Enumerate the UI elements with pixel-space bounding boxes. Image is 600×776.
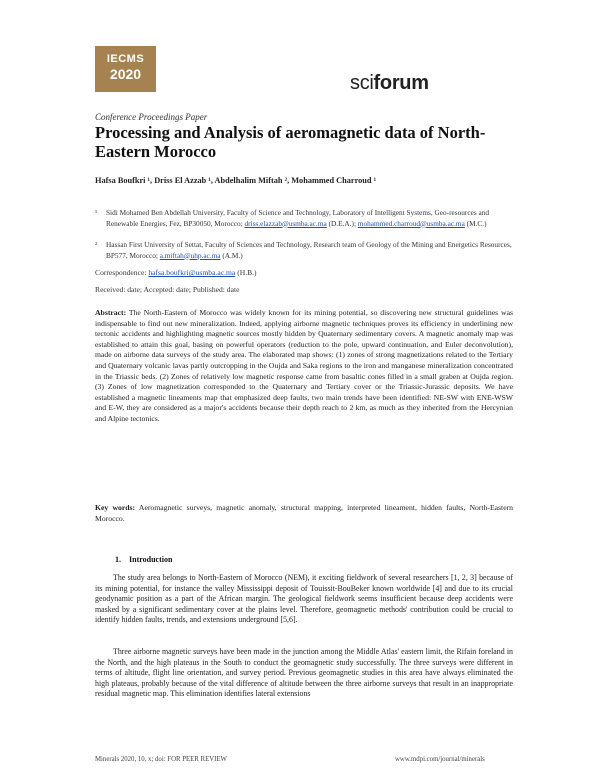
intro-paragraph-1: [95, 573, 513, 626]
email-link[interactable]: driss.elazzab@usmba.ac.ma: [244, 218, 327, 228]
section-heading: 1. Introduction: [115, 555, 173, 564]
correspondence-initials: (H.B.): [237, 268, 257, 277]
affiliation-1: [95, 208, 515, 229]
intro-paragraph-2: [95, 647, 513, 700]
affiliation-2: [95, 240, 515, 261]
badge-line1: IECMS: [106, 53, 145, 65]
paragraph-text: Three airborne magnetic surveys have been made in the junction among the Middle Atlas' eastern limit, the Rifain foreland in the North, and the high plateaus in the South to conduct the geomagnetic study successfully. The three surveys were different in terms of altitude, flight line orientation, and survey period. Previous geomagnetic studies in this area have always eliminated the high plateaus, probably because of the vital difference of altitude between the three airborne surveys that result in an inappropriate residual magnetic map. This elimination identifies lateral extensions: [95, 647, 513, 698]
email-link[interactable]: a.miftah@uhp.ac.ma: [159, 250, 221, 260]
abstract-text: The North-Eastern of Morocco was widely known for its mining potential, so discovering new structural guidelines was indispensable to find out new mineralization. Indeed, applying airborne magnetic techniques proves its efficiency in underlining new tectonic accidents and highlighting magnetic sources mostly hidden by Quaternary sedimentary covers. A magnetic anomaly map was established to attain this goal, basing on powerful operators (reduction to the pole, upward continuation, and Euler deconvolution), made on airborne data surveys of the study area. The elaborated map shows: (1) zones of strong magnetizations related to the Tertiary and Quaternary volcanic lavas partly outcropping in the Oujda and Saka regions to the iron and manganese mineralization concentrated in the Triassic beds. (2) Zones of relatively low magnetic response came from basaltic cones filled in a small graben at Oujda region. (3) Zones of low magnetization corresponded to the Quaternary and Tertiary cover or the Triassic-Jurassic deposits. We have established a magnetic lineaments map that emphasized deep faults, two main trends have been identified: NE-SW with ENE-WSW and E-W, they are considered as a major's accidents because their depth reach to 2 km, as much as they inherited from the Hercynian and Alpine tectonics.: [95, 308, 513, 423]
badge-line2: 2020: [109, 66, 142, 82]
affiliation-text: Sidi Mohamed Ben Abdellah University, Faculty of Science and Technology, Laboratory of Intelligent Systems, Geo-resources and Renewable Energies, Fez, BP30050, Morocco;: [106, 208, 490, 228]
abstract-label: Abstract:: [95, 308, 127, 317]
affiliation-number: ²: [95, 240, 98, 249]
affiliation-text: Hassan First University of Settat, Faculty of Sciences and Technology, Research team of Geology of the Mining and Energetics Resources, BP577, Morocco;: [106, 240, 512, 260]
logo-part2: forum: [373, 72, 429, 94]
paragraph-text: The study area belongs to North-Eastern of Morocco (NEM), it exciting fieldwork of several researchers [1, 2, 3] because of its mining potential, for instance the valley Mississippi deposit of Touissit-BouBeker known worldwide [4] and due to its crucial geodynamic position as a part of the African margin. The geological fieldwork seems insufficient because deep accidents were masked by a significant sedimentary cover at the plains level. Therefore, geomagnetic methods' contribution could be crucial to identify hidden faults, trends, and extensions underground [5,6].: [95, 573, 513, 624]
affiliation-initials: (M.C.): [466, 218, 487, 228]
conference-badge: [95, 46, 156, 92]
keywords: [95, 503, 513, 524]
paper-type: Conference Proceedings Paper: [95, 112, 208, 122]
sciforum-logo: [350, 72, 429, 95]
footer-journal-url[interactable]: www.mdpi.com/journal/minerals: [395, 756, 485, 763]
correspondence-label: Correspondence:: [95, 268, 147, 277]
author-list: Hafsa Boufkri ¹, Driss El Azzab ¹, Abdelhalim Miftah ², Mohammed Charroud ¹: [95, 176, 377, 185]
correspondence-email[interactable]: hafsa.boufkri@usmba.ac.ma: [148, 268, 236, 277]
correspondence: [95, 268, 257, 277]
paper-title: Processing and Analysis of aeromagnetic data of North-Eastern Morocco: [95, 123, 486, 161]
keywords-label: Key words:: [95, 503, 136, 512]
logo-part1: sci: [350, 72, 374, 94]
affiliation-number: ¹: [95, 208, 98, 217]
email-link[interactable]: mohammed.charroud@usmba.ac.ma: [357, 218, 465, 228]
received-dates: Received: date; Accepted: date; Published: date: [95, 285, 240, 294]
footer-citation: Minerals 2020, 10, x; doi: FOR PEER REVIEW: [95, 756, 227, 763]
affiliation-initials: (A.M.): [222, 250, 243, 260]
keywords-text: Aeromagnetic surveys, magnetic anomaly, structural mapping, interpreted lineament, hidden faults, North-Eastern Morocco.: [95, 503, 514, 523]
abstract: [95, 308, 513, 425]
affiliation-initials: (D.E.A.);: [328, 218, 356, 228]
